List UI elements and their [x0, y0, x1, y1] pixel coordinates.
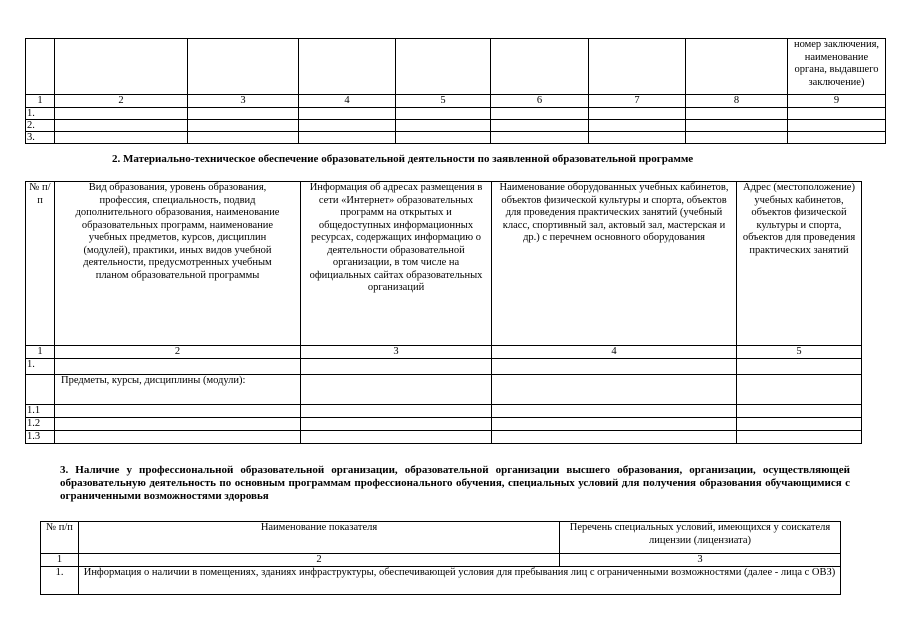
row-number: 1. [26, 108, 55, 120]
table-cell [299, 39, 396, 95]
column-number: 3 [188, 95, 299, 108]
row-number: 1.1 [26, 405, 55, 418]
header-num: № п/п [26, 182, 55, 346]
header-internet-info: Информация об адресах размещения в сети «Интернет» образовательных программ на открытых и общедоступных информационных ресурсах, содержащих информацию о деятельности образовательной организации, в том числе на официальных сайтах образовательных организаций [301, 182, 492, 346]
table-cell [188, 39, 299, 95]
table-row [26, 375, 862, 405]
header-equipment: Наименование оборудованных учебных кабинетов, объектов физической культуры и спорта, объектов для проведения практических занятий (учебный класс, спортивный зал, актовый зал, мастерская и др.) с перечнем основного оборудования [492, 182, 737, 346]
column-number: 3 [301, 346, 492, 359]
table-row [26, 405, 862, 418]
table-row [26, 108, 886, 120]
table-cell [686, 39, 788, 95]
row-number: 1.2 [26, 418, 55, 431]
table-row [26, 431, 862, 444]
column-number: 1 [41, 554, 79, 567]
table-row [26, 359, 862, 375]
header-education-type: Вид образования, уровень образования, профессия, специальность, подвид дополнительного образования, наименование образовательных программ, наименование учебных предметов, курсов, дисциплин (модулей), практики, иных видов учебной деятельности, предусмотренных учебным планом образовательной программы [55, 182, 301, 346]
table-cell [396, 39, 491, 95]
conclusion-header: номер заключения, наименование органа, выдавшего заключение) [788, 39, 886, 95]
column-number-row [26, 95, 886, 108]
special-conditions-table [40, 521, 841, 595]
column-number: 4 [299, 95, 396, 108]
column-number: 6 [491, 95, 589, 108]
column-number: 5 [737, 346, 862, 359]
table-cell [55, 39, 188, 95]
material-table [25, 181, 862, 444]
table-cell [491, 39, 589, 95]
row-number: 1. [41, 567, 79, 595]
table-continued [25, 38, 886, 144]
row-number: 1. [26, 359, 55, 375]
column-number: 4 [492, 346, 737, 359]
table-row [41, 567, 841, 595]
column-number: 2 [55, 95, 188, 108]
column-number: 1 [26, 95, 55, 108]
header-address: Адрес (местоположение) учебных кабинетов, объектов физической культуры и спорта, объектов для проведения практических занятий [737, 182, 862, 346]
table-row [26, 132, 886, 144]
column-number: 3 [560, 554, 841, 567]
column-number: 2 [79, 554, 560, 567]
column-number: 7 [589, 95, 686, 108]
table-cell [589, 39, 686, 95]
header-row [26, 182, 862, 346]
section-2-heading: 2. Материально-техническое обеспечение образовательной деятельности по заявленной образовательной программе [112, 153, 694, 165]
column-number: 1 [26, 346, 55, 359]
section-3-heading: 3. Наличие у профессиональной образовательной организации, образовательной организации высшего образования, организации, осуществляющей образовательную деятельность по основным программам профессионального обучения, специальных условий для получения образования обучающимися с ограниченными возможностями здоровья [60, 464, 850, 502]
table-row [26, 418, 862, 431]
column-number-row [41, 554, 841, 567]
header-num: № п/п [41, 522, 79, 554]
subjects-label: Предметы, курсы, дисциплины (модули): [55, 375, 301, 405]
header-row [41, 522, 841, 554]
column-number: 9 [788, 95, 886, 108]
row-number: 3. [26, 132, 55, 144]
header-conditions: Перечень специальных условий, имеющихся у соискателя лицензии (лицензиата) [560, 522, 841, 554]
row-number: 1.3 [26, 431, 55, 444]
table-cell [26, 39, 55, 95]
column-number: 5 [396, 95, 491, 108]
table-row [26, 120, 886, 132]
column-number: 2 [55, 346, 301, 359]
row-number: 2. [26, 120, 55, 132]
column-number-row [26, 346, 862, 359]
column-number: 8 [686, 95, 788, 108]
header-indicator: Наименование показателя [79, 522, 560, 554]
row-text: Информация о наличии в помещениях, зданиях инфраструктуры, обеспечивающей условия для пребывания лиц с ограниченными возможностями (далее - лица с ОВЗ) [79, 567, 841, 595]
